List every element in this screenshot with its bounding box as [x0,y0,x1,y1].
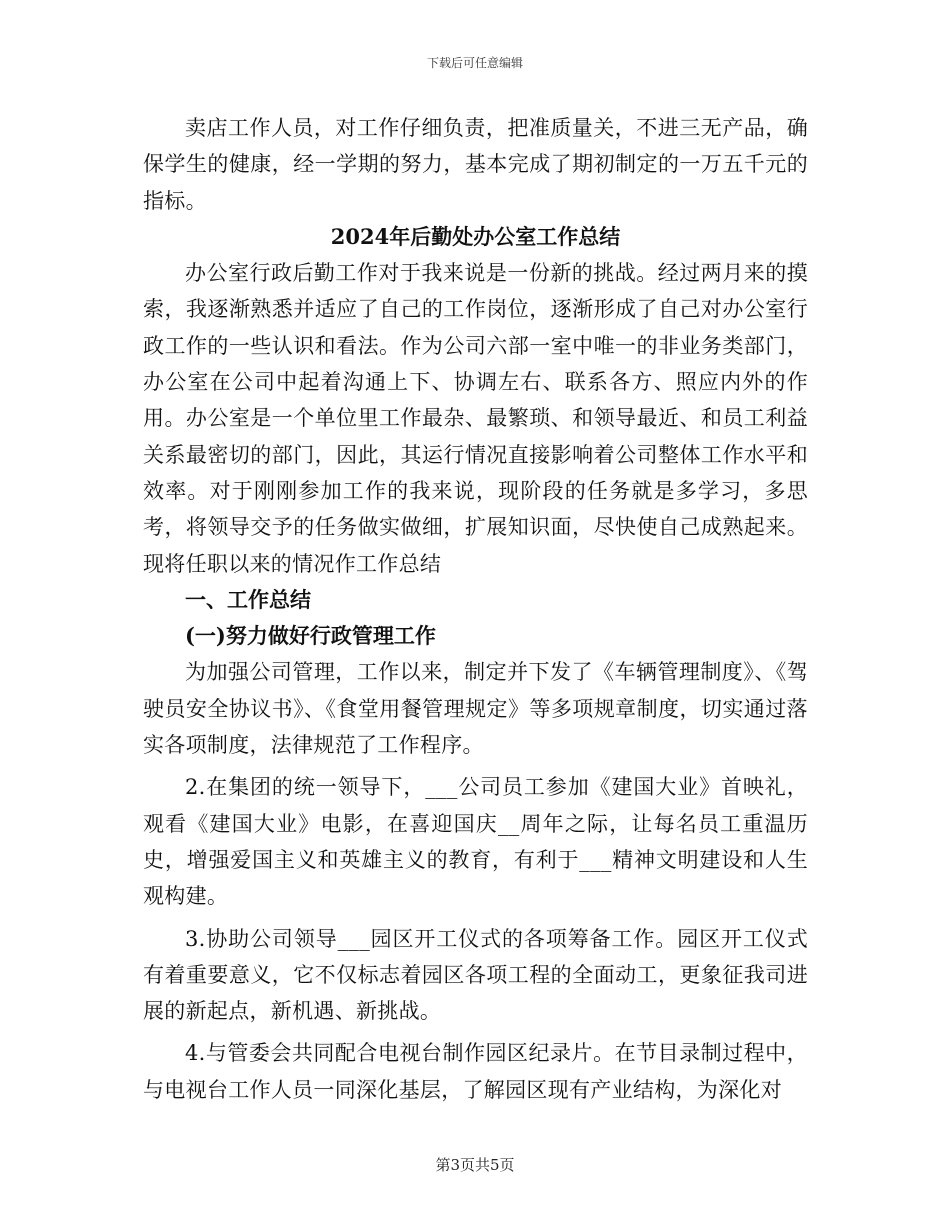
document-body [143,110,808,1108]
paragraph-0: 卖店工作人员，对工作仔细负责，把准质量关，不进三无产品，确保学生的健康，经一学期的努力，基本完成了期初制定的一万五千元的指标。 [143,116,808,213]
paragraph-4: 3.协助公司领导___园区开工仪式的各项筹备工作。园区开工仪式有着重要意义，它不仅标志着园区各项工程的全面动工，更象征我司进展的新起点，新机遇、新挑战。 [143,926,808,1024]
heading-admin-management: (一)努力做好行政管理工作 [185,623,436,649]
section-title: 2024年后勤处办公室工作总结 [330,223,621,249]
page-footer: 第3页共5页 [435,1156,515,1174]
paragraph-3: 2.在集团的统一领导下，___公司员工参加《建国大业》首映礼，观看《建国大业》电影，在喜迎国庆__周年之际，让每名员工重温历史，增强爱国主义和英雄主义的教育，有利于___精神文明建设和人生观构建。 [143,775,808,909]
page-header: 下载后可任意编辑 [426,56,523,70]
paragraph-5: 4.与管委会共同配合电视台制作园区纪录片。在节目录制过程中，与电视台工作人员一同深化基层，了解园区现有产业结构，为深化对 [143,1041,808,1102]
heading-work-summary: 一、工作总结 [185,586,311,612]
paragraph-1: 办公室行政后勤工作对于我来说是一份新的挑战。经过两月来的摸索，我逐渐熟悉并适应了自己的工作岗位，逐渐形成了自己对办公室行政工作的一些认识和看法。作为公司六部一室中唯一的非业务类部门，办公室在公司中起着沟通上下、协调左右、联系各方、照应内外的作用。办公室是一个单位里工作最杂、最繁琐、和领导最近、和员工利益关系最密切的部门，因此，其运行情况直接影响着公司整体工作水平和效率。对于刚刚参加工作的我来说，现阶段的任务就是多学习，多思考，将领导交予的任务做实做细，扩展知识面，尽快使自己成熟起来。现将任职以来的情况作工作总结 [143,261,808,576]
paragraph-2: 为加强公司管理，工作以来，制定并下发了《车辆管理制度》、《驾驶员安全协议书》、《食堂用餐管理规定》等多项规章制度，切实通过落实各项制度，法律规范了工作程序。 [143,660,808,758]
